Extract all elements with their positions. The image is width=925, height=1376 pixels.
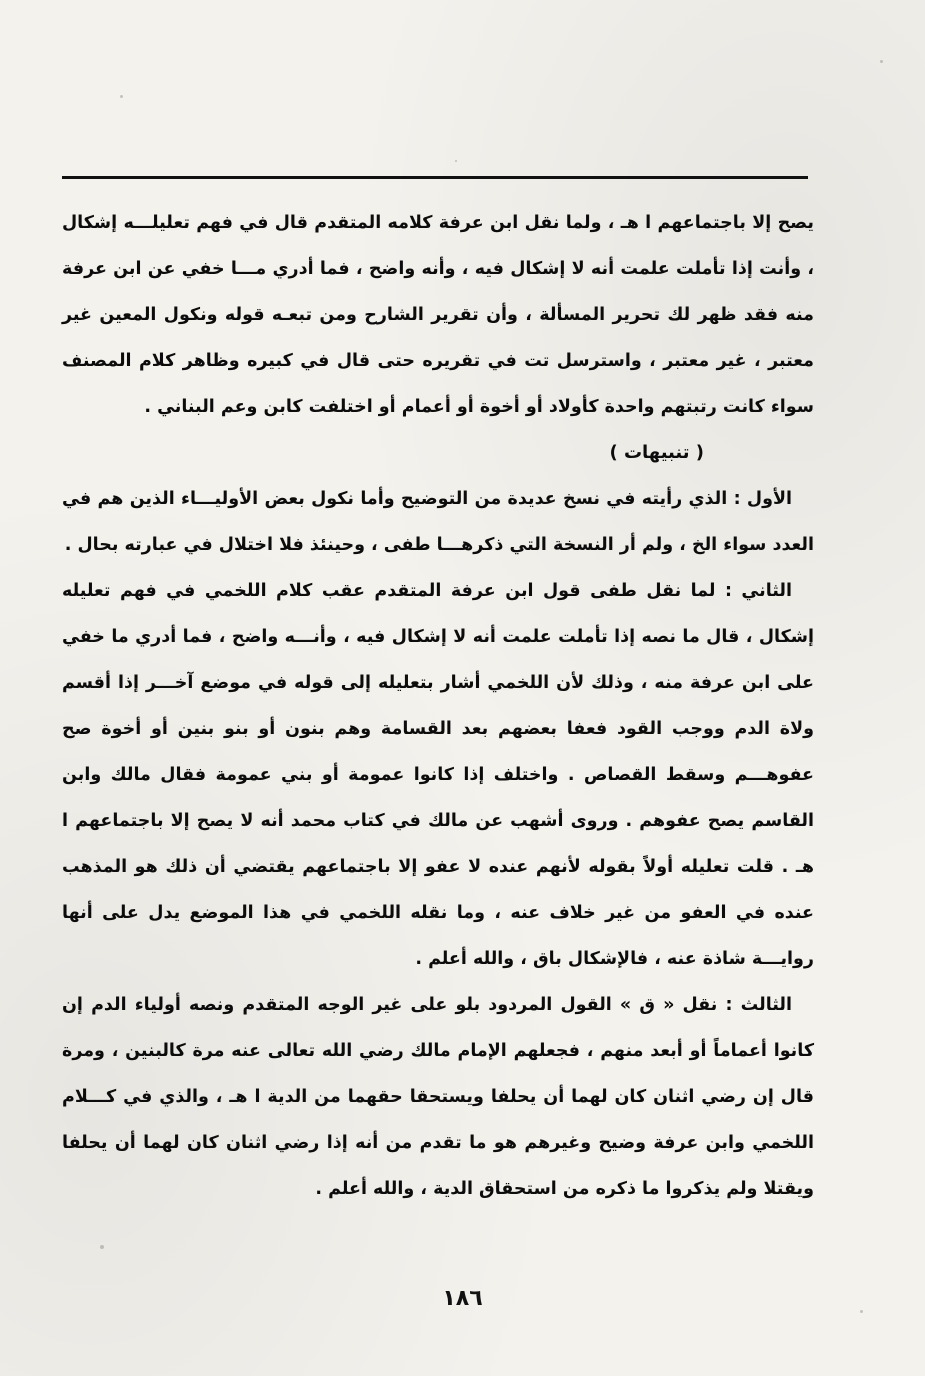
header-rule [62, 176, 808, 179]
paper-speck [860, 1310, 863, 1313]
paragraph-third-note: الثالث : نقل « ق » القول المردود بلو على غير الوجه المتقدم ونصه أولياء الدم إن كانوا أعماماً أو أبعد منهم ، فجعلهم الإمام مالك رضي الله تعالى عنه مرة كالبنين ، ومرة قال إن رضي اثنان كان لهما أن يحلفا ويستحقا حقهما من الدية ا هـ ، والذي في كـــلام اللخمي وابن عرفة وضيح وغيرهم هو ما تقدم من أنه إذا رضي اثنان كان لهما أن يحلفا ويقتلا ولم يذكروا ما ذكره من استحقاق الدية ، والله أعلم . [62, 995, 814, 1199]
paper-speck [120, 95, 123, 98]
paragraph-continuation: يصح إلا باجتماعهم ا هـ ، ولما نقل ابن عرفة كلامه المتقدم قال في فهم تعليلـــه إشكال ، وأنت إذا تأملت علمت أنه لا إشكال فيه ، وأنه واضح ، فما أدري مـــا خفي عن ابن عرفة منه فقد ظهر لك تحرير المسألة ، وأن تقرير الشارح ومن تبعـه قوله ونكول المعين غير معتبر ، غير معتبر ، واسترسل تت في تقريره حتى قال في كبيره وظاهر كلام المصنف سواء كانت رتبتهم واحدة كأولاد أو أخوة أو أعمام أو اختلفت كابن وعم البناني . [62, 213, 814, 417]
paragraph-second-note: الثاني : لما نقل طفى قول ابن عرفة المتقدم عقب كلام اللخمي في فهم تعليله إشكال ، قال ما نصه إذا تأملت علمت أنه لا إشكال فيه ، وأنـــه واضح ، فما أدري ما خفي على ابن عرفة منه ، وذلك لأن اللخمي أشار بتعليله إلى قوله في موضع آخـــر إذا أقسم ولاة الدم ووجب القود فعفا بعضهم بعد القسامة وهم بنون أو بنو بنين أو أخوة صح عفوهـــم وسقط القصاص . واختلف إذا كانوا عمومة أو بني عمومة فقال مالك وابن القاسم يصح عفوهم . وروى أشهب عن مالك في كتاب محمد أنه لا يصح إلا باجتماعهم ا هـ . قلت تعليله أولاً بقوله لأنهم عنده لا عفو إلا باجتماعهم يقتضي أن ذلك هو المذهب عنده في العفو من غير خلاف عنه ، وما نقله اللخمي في هذا الموضع يدل على أنها روايـــة شاذة عنه ، فالإشكال باق ، والله أعلم . [62, 581, 814, 969]
paragraph-first-note: الأول : الذي رأيته في نسخ عديدة من التوضيح وأما نكول بعض الأوليـــاء الذين هم في العدد سواء الخ ، ولم أر النسخة التي ذكرهـــا طفى ، وحينئذ فلا اختلال في عبارته بحال . [62, 489, 814, 555]
section-heading: ( تنبيهات ) [609, 442, 704, 463]
paper-speck [880, 60, 883, 63]
page-number: ١٨٦ [442, 1286, 483, 1311]
paper-speck [455, 160, 457, 162]
body-text [62, 200, 814, 1212]
paper-speck [100, 1245, 104, 1249]
